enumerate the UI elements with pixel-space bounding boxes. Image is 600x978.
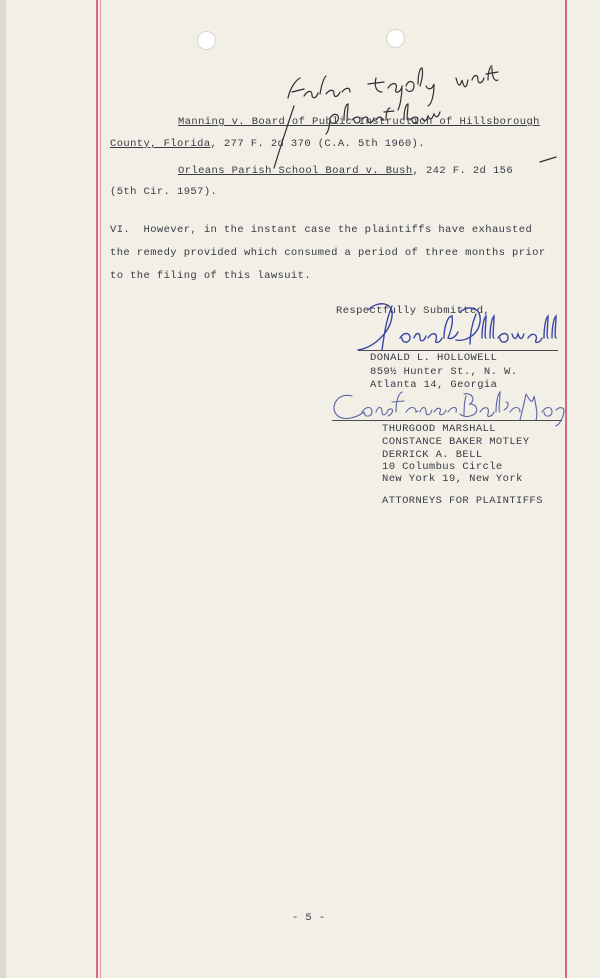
signatory-2-name-1: THURGOOD MARSHALL (382, 423, 496, 435)
citation-1-case-name: Manning v. Board of Public Instruction of Hillsborough (178, 116, 540, 128)
citation-2-reference-cont: (5th Cir. 1957). (110, 186, 218, 198)
paragraph-vi-line-3: to the filing of this lawsuit. (110, 270, 312, 282)
signature-motley (330, 388, 570, 428)
signatory-2-name-2: CONSTANCE BAKER MOTLEY (382, 436, 530, 448)
left-margin-rule-inner (100, 0, 101, 978)
right-margin-rule (565, 0, 567, 978)
signatory-1-address-1: 859½ Hunter St., N. W. (370, 366, 518, 378)
page-edge-shadow (0, 0, 6, 978)
signature-line-1 (358, 350, 558, 351)
signatory-2-address-2: New York 19, New York (382, 473, 523, 485)
closing-text: Respectfully Submitted, (336, 305, 491, 317)
signature-line-2 (332, 420, 562, 421)
citation-2-reference: , 242 F. 2d 156 (412, 165, 514, 177)
citation-2-case-name: Orleans Parish School Board v. Bush (178, 165, 413, 177)
signatory-1-name: DONALD L. HOLLOWELL (370, 352, 498, 364)
binder-hole-left (197, 31, 216, 50)
signatory-2-name-3: DERRICK A. BELL (382, 449, 483, 461)
binder-hole-right (386, 29, 405, 48)
citation-2-line-1 (178, 165, 513, 177)
citation-1-case-name-cont: County, Florida (110, 138, 211, 150)
paragraph-vi-line-2: the remedy provided which consumed a period of three months prior (110, 247, 546, 259)
signatory-2-address-1: 10 Columbus Circle (382, 461, 503, 473)
left-margin-rule (96, 0, 98, 978)
citation-1-line-2 (110, 138, 425, 150)
page-number: - 5 - (292, 912, 326, 924)
signatory-1-address-2: Atlanta 14, Georgia (370, 379, 498, 391)
paragraph-vi-line-1: VI. However, in the instant case the plaintiffs have exhausted (110, 224, 533, 236)
attorneys-label: ATTORNEYS FOR PLAINTIFFS (382, 495, 543, 507)
citation-1-reference: , 277 F. 2d 370 (C.A. 5th 1960). (210, 138, 425, 150)
